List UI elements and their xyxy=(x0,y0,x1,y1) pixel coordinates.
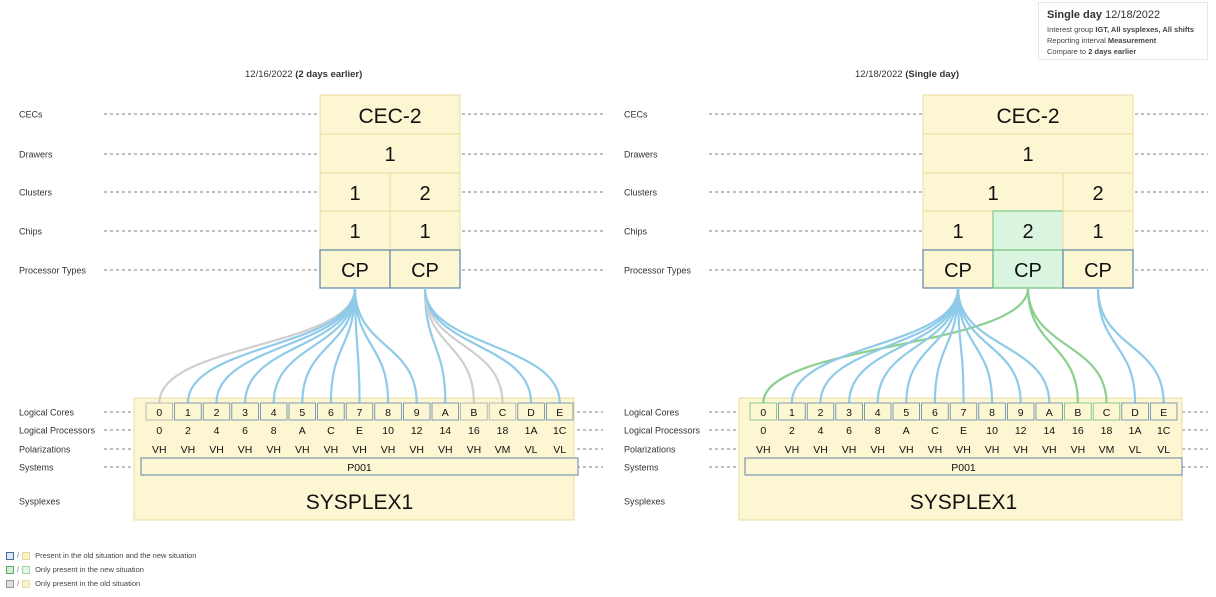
logical-core-cell: C xyxy=(1102,407,1111,419)
logical-processor-cell: 12 xyxy=(410,425,423,437)
polarization-cell: VH xyxy=(380,444,396,456)
logical-core-cell: A xyxy=(441,407,449,419)
legend-item-old xyxy=(6,578,140,589)
logical-core-cell: B xyxy=(1074,407,1082,419)
logical-processor-cell: 6 xyxy=(242,425,249,437)
logical-core-cell: 5 xyxy=(903,407,910,419)
core-connector-line xyxy=(302,288,355,403)
chip-label: 1 xyxy=(1092,221,1104,243)
polarization-cell: VH xyxy=(813,444,828,456)
info-line1-prefix: Interest group xyxy=(1047,25,1094,34)
polarization-cell: VH xyxy=(1013,444,1028,456)
polarization-cell: VH xyxy=(152,444,167,456)
row-label: Logical Processors xyxy=(624,425,701,436)
processor-type-label: CP xyxy=(411,260,439,282)
panel-heading-date: 12/16/2022 xyxy=(245,69,296,80)
logical-core-cell: 8 xyxy=(989,407,996,419)
logical-core-cell: 9 xyxy=(1017,407,1024,419)
core-connector-line xyxy=(958,288,1021,403)
logical-processor-cell: C xyxy=(327,425,335,437)
legend-text: Only present in the new situation xyxy=(35,565,144,574)
row-label: Clusters xyxy=(624,187,658,198)
info-line3-value: 2 days earlier xyxy=(1088,47,1137,56)
core-connector-line xyxy=(958,288,1049,403)
legend-item-both xyxy=(6,550,196,561)
logical-core-cell: 1 xyxy=(788,407,795,419)
logical-processor-cell: 0 xyxy=(760,425,767,437)
logical-processor-cell: A xyxy=(902,425,910,437)
legend-separator: / xyxy=(17,565,20,574)
logical-core-cell: 7 xyxy=(356,407,363,419)
polarization-cell: VH xyxy=(784,444,800,456)
panel-heading xyxy=(855,69,959,80)
info-line2-prefix: Reporting interval xyxy=(1047,36,1106,45)
logical-core-cell: 3 xyxy=(242,407,249,419)
system-label: P001 xyxy=(951,462,976,474)
legend-swatch-border xyxy=(6,566,14,574)
panel-heading-mode: (Single day) xyxy=(905,69,960,80)
logical-processor-cell: 12 xyxy=(1014,425,1027,437)
logical-core-cell: 2 xyxy=(213,407,220,419)
logical-core-cell: 5 xyxy=(299,407,306,419)
logical-core-cell: 6 xyxy=(327,407,334,419)
cluster-label: 2 xyxy=(1092,183,1104,205)
legend-swatch-border xyxy=(6,580,14,588)
info-line3-prefix: Compare to xyxy=(1047,47,1087,56)
row-label: Logical Cores xyxy=(19,407,75,418)
legend-swatch-fill xyxy=(22,566,30,574)
polarization-cell: VH xyxy=(1042,444,1057,456)
polarization-cell: VH xyxy=(927,444,943,456)
sysplex-label: SYSPLEX1 xyxy=(305,491,414,514)
polarization-cell: VH xyxy=(841,444,857,456)
core-connector-line xyxy=(1098,288,1164,403)
logical-core-cell: D xyxy=(527,407,535,419)
logical-processor-cell: 2 xyxy=(788,425,795,437)
legend-separator: / xyxy=(17,579,20,588)
core-connector-line xyxy=(245,288,355,403)
chip-label: 1 xyxy=(952,221,964,243)
row-label: CECs xyxy=(19,109,43,120)
polarization-cell: VH xyxy=(984,444,1000,456)
row-label: Systems xyxy=(19,462,54,473)
row-label: Polarizations xyxy=(19,444,71,455)
polarization-cell: VL xyxy=(524,444,538,456)
polarization-cell: VH xyxy=(352,444,367,456)
logical-processor-cell: 6 xyxy=(846,425,853,437)
info-title-date: 12/18/2022 xyxy=(1105,9,1161,21)
logical-core-cell: 0 xyxy=(156,407,163,419)
cec-label: CEC-2 xyxy=(996,105,1060,128)
chip-label: 1 xyxy=(349,221,361,243)
row-label: Logical Cores xyxy=(624,407,680,418)
legend-swatch-fill xyxy=(22,552,30,560)
logical-processor-cell: 8 xyxy=(874,425,881,437)
logical-processor-cell: 16 xyxy=(468,425,480,437)
logical-core-cell: 0 xyxy=(760,407,767,419)
system-label: P001 xyxy=(347,462,372,474)
logical-processor-cell: 2 xyxy=(184,425,191,437)
info-line2-value: Measurement xyxy=(1107,36,1157,45)
logical-core-cell: 6 xyxy=(931,407,938,419)
legend-text: Only present in the old situation xyxy=(35,579,141,588)
core-connector-line xyxy=(821,288,959,403)
logical-core-cell: 8 xyxy=(385,407,392,419)
logical-processor-cell: 14 xyxy=(439,425,452,437)
logical-processor-cell: 18 xyxy=(1100,425,1113,437)
logical-core-cell: B xyxy=(470,407,478,419)
drawer-label: 1 xyxy=(1022,144,1034,166)
core-connector-line xyxy=(159,288,355,403)
polarization-cell: VH xyxy=(409,444,424,456)
panel-heading-mode: (2 days earlier) xyxy=(295,69,363,80)
chip-label: 1 xyxy=(419,221,431,243)
row-label: Sysplexes xyxy=(624,496,666,507)
logical-core-cell: 3 xyxy=(846,407,853,419)
logical-core-cell: 4 xyxy=(874,407,881,419)
logical-processor-cell: A xyxy=(298,425,306,437)
processor-type-label: CP xyxy=(944,260,972,282)
polarization-cell: VH xyxy=(180,444,196,456)
row-label: Chips xyxy=(19,226,43,237)
row-label: Logical Processors xyxy=(19,425,96,436)
logical-processor-cell: 0 xyxy=(156,425,163,437)
logical-processor-cell: 4 xyxy=(817,425,824,437)
logical-core-cell: 1 xyxy=(184,407,191,419)
polarization-cell: VL xyxy=(1157,444,1171,456)
row-label: Drawers xyxy=(624,149,658,160)
logical-processor-cell: 14 xyxy=(1043,425,1056,437)
row-label: Sysplexes xyxy=(19,496,61,507)
logical-processor-cell: E xyxy=(959,425,968,437)
info-title-bold: Single day xyxy=(1047,9,1103,21)
polarization-cell: VH xyxy=(237,444,253,456)
row-label: Systems xyxy=(624,462,659,473)
logical-processor-cell: 10 xyxy=(986,425,998,437)
polarization-cell: VH xyxy=(466,444,482,456)
logical-core-cell: D xyxy=(1131,407,1139,419)
legend-swatch-fill xyxy=(22,580,30,588)
sysplex-label: SYSPLEX1 xyxy=(909,491,1018,514)
core-connector-line xyxy=(1028,288,1078,403)
core-connector-line xyxy=(425,288,531,403)
logical-core-cell: C xyxy=(498,407,507,419)
legend-swatch-border xyxy=(6,552,14,560)
info-line1-value: IGT, All sysplexes, All shifts xyxy=(1095,25,1195,34)
logical-core-cell: 2 xyxy=(817,407,824,419)
core-connector-line xyxy=(355,288,417,403)
polarization-cell: VL xyxy=(1128,444,1142,456)
polarization-cell: VH xyxy=(295,444,310,456)
polarization-cell: VH xyxy=(1070,444,1086,456)
legend-item-new xyxy=(6,564,144,575)
row-label: Processor Types xyxy=(19,265,86,276)
row-label: Drawers xyxy=(19,149,53,160)
drawer-label: 1 xyxy=(384,144,396,166)
polarization-cell: VH xyxy=(209,444,224,456)
logical-processor-cell: 1A xyxy=(1128,425,1142,437)
logical-processor-cell: E xyxy=(355,425,364,437)
cluster-label: 1 xyxy=(987,183,999,205)
row-label: Polarizations xyxy=(624,444,676,455)
logical-processor-cell: 1A xyxy=(524,425,538,437)
logical-core-cell: E xyxy=(1160,407,1168,419)
logical-core-cell: A xyxy=(1045,407,1053,419)
logical-core-cell: 4 xyxy=(270,407,277,419)
cluster-label: 2 xyxy=(419,183,431,205)
row-label: Chips xyxy=(624,226,648,237)
legend-separator: / xyxy=(17,551,20,560)
processor-type-label: CP xyxy=(1014,260,1042,282)
row-label: Processor Types xyxy=(624,265,691,276)
core-connector-line xyxy=(1028,288,1107,403)
polarization-cell: VH xyxy=(438,444,453,456)
polarization-cell: VH xyxy=(266,444,281,456)
polarization-cell: VH xyxy=(756,444,771,456)
polarization-cell: VM xyxy=(494,444,511,456)
logical-processor-cell: 10 xyxy=(382,425,394,437)
core-connector-line xyxy=(425,288,474,403)
polarization-cell: VL xyxy=(553,444,567,456)
core-connector-line xyxy=(906,288,958,403)
polarization-cell: VH xyxy=(956,444,971,456)
core-connector-line xyxy=(217,288,356,403)
logical-core-cell: 9 xyxy=(413,407,420,419)
processor-type-label: CP xyxy=(1084,260,1112,282)
legend-text: Present in the old situation and the new situation xyxy=(35,551,197,560)
logical-processor-cell: 16 xyxy=(1072,425,1084,437)
cec-label: CEC-2 xyxy=(358,105,422,128)
processor-type-label: CP xyxy=(341,260,369,282)
logical-processor-cell: 4 xyxy=(213,425,220,437)
panel-heading-date: 12/18/2022 xyxy=(855,69,906,80)
logical-processor-cell: C xyxy=(931,425,939,437)
logical-processor-cell: 1C xyxy=(552,425,567,437)
logical-processor-cell: 8 xyxy=(270,425,277,437)
polarization-cell: VH xyxy=(323,444,339,456)
polarization-cell: VM xyxy=(1098,444,1115,456)
panel-heading xyxy=(245,69,362,80)
logical-core-cell: E xyxy=(556,407,564,419)
logical-processor-cell: 18 xyxy=(496,425,509,437)
chip-label: 2 xyxy=(1022,221,1034,243)
row-label: CECs xyxy=(624,109,648,120)
polarization-cell: VH xyxy=(870,444,885,456)
row-label: Clusters xyxy=(19,187,53,198)
polarization-cell: VH xyxy=(899,444,914,456)
core-connector-line xyxy=(849,288,958,403)
cluster-label: 1 xyxy=(349,183,361,205)
logical-core-cell: 7 xyxy=(960,407,967,419)
logical-processor-cell: 1C xyxy=(1156,425,1171,437)
